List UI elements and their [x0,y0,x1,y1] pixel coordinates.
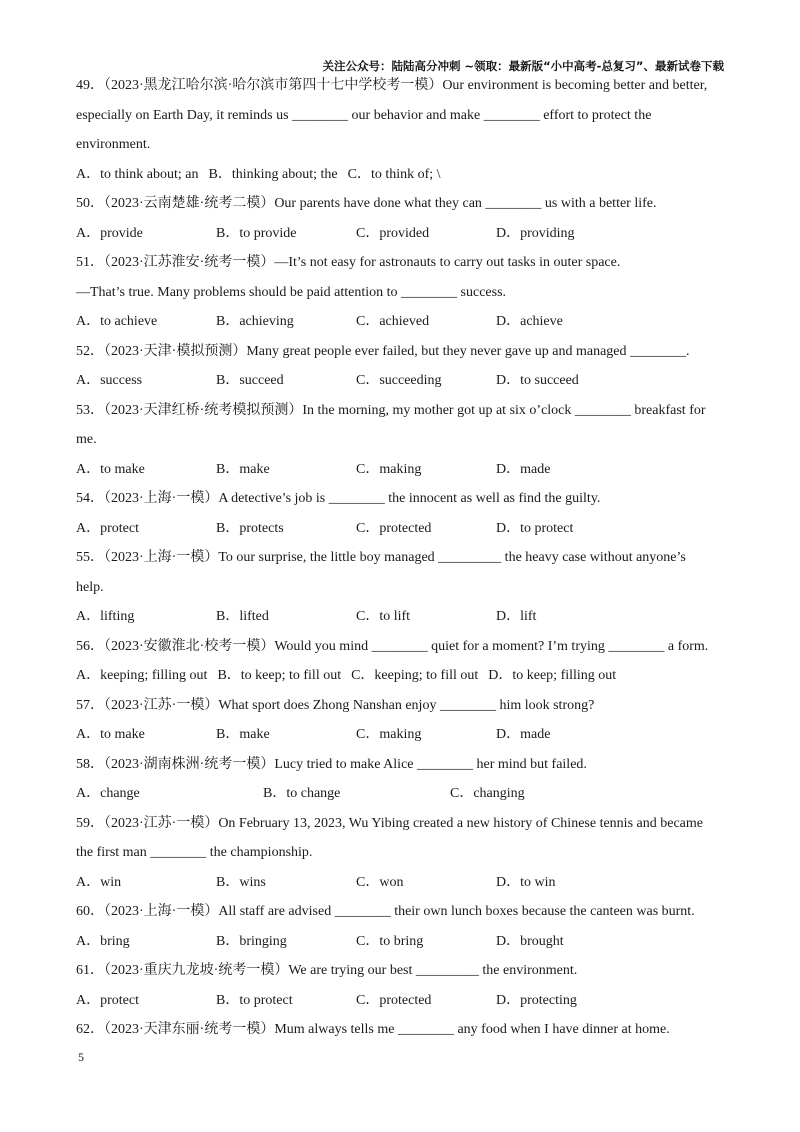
answer-option: D．to protect [496,520,574,536]
answer-option: B．to keep; to fill out [217,668,342,683]
answer-option: A．to achieve [76,314,158,329]
answer-option: B．make [216,461,270,477]
question-item [76,548,726,627]
question-item [76,961,726,1011]
answer-option: D．to keep; filling out [488,668,617,683]
question-item [76,342,726,392]
answer-option: C．to bring [356,933,424,949]
answer-option: A．protect [76,520,139,536]
question-text-line: 55．（2023·上海·一模）To our surprise, the little boy managed _________ the heavy case without anyone’s [76,550,686,565]
answer-option: A．to think about; an [76,166,199,182]
answer-option: A．change [76,786,140,801]
answer-option: B．lifted [216,609,269,624]
question-item [76,76,726,185]
question-item [76,401,726,480]
answer-option: C．succeeding [356,373,442,388]
question-text-line: 62．（2023·天津东丽·统考一模）Mum always tells me ________ any food when I have dinner at home. [76,1022,670,1037]
question-list [76,76,726,1050]
answer-options [76,519,726,539]
answer-option: A．to make [76,461,145,477]
answer-option: A．win [76,874,122,890]
answer-option: C．provided [356,225,430,241]
question-item [76,696,726,746]
answer-options [76,224,726,244]
question-text-line: 50．（2023·云南楚雄·统考二模）Our parents have done what they can ________ us with a better life. [76,196,657,211]
answer-option: D．to succeed [496,373,579,388]
answer-option: C．won [356,874,404,890]
answer-option: D．made [496,461,551,477]
answer-option: B．to protect [216,992,293,1008]
question-text-line: environment. [76,137,151,152]
answer-option: B．to change [263,786,341,801]
question-text-line: 60．（2023·上海·一模）All staff are advised ________ their own lunch boxes because the canteen was burnt. [76,904,695,919]
question-text-line: help. [76,579,104,595]
question-text-line: 59．（2023·江苏·一模）On February 13, 2023, Wu Yibing created a new history of Chinese tennis and became [76,815,703,831]
answer-option: D．brought [496,933,564,949]
answer-option: A．keeping; filling out [76,668,208,683]
question-text-line: 52．（2023·天津·模拟预测）Many great people ever failed, but they never gave up and managed ________. [76,343,690,359]
question-text-line: 51．（2023·江苏淮安·统考一模）—It’s not easy for astronauts to carry out tasks in outer space. [76,255,621,270]
answer-option: B．to provide [216,225,297,241]
answer-option: C．changing [450,786,525,801]
question-text-line: —That’s true. Many problems should be paid attention to ________ success. [76,284,507,300]
question-item [76,1020,726,1040]
answer-options [76,607,726,627]
answer-option: A．success [76,373,143,388]
answer-options [76,784,726,804]
question-text-line: 61．（2023·重庆九龙坡·统考一模）We are trying our best _________ the environment. [76,963,578,978]
question-text-line: the first man ________ the championship. [76,845,313,860]
answer-option: B．make [216,727,270,742]
question-text-line: 56．（2023·安徽淮北·校考一模）Would you mind ________ quiet for a moment? I’m trying ________ a form. [76,638,709,654]
page-number: 5 [78,1050,84,1064]
answer-option: C．making [356,727,422,742]
answer-option: A．protect [76,992,139,1008]
answer-option: A．lifting [76,609,135,624]
answer-option: C．to think of; \ [347,166,441,182]
answer-option: C．protected [356,992,432,1008]
answer-option: D．made [496,727,551,742]
answer-option: C．achieved [356,314,430,329]
answer-option: B．bringing [216,933,287,949]
question-item [76,253,726,332]
answer-options [76,991,726,1011]
answer-options [76,666,726,686]
answer-option: B．succeed [216,373,284,388]
question-item [76,755,726,805]
answer-option: D．providing [496,225,575,241]
page-header: 关注公众号：陆陆高分冲刺 ~领取：最新版“小中高考-总复习”、最新试卷下载 [322,59,724,73]
answer-option: D．achieve [496,314,563,329]
answer-option: B．thinking about; the [208,166,338,182]
answer-option: B．achieving [216,314,294,329]
answer-option: D．lift [496,609,537,624]
answer-option: A．bring [76,933,130,949]
question-text-line: 57．（2023·江苏·一模）What sport does Zhong Nanshan enjoy ________ him look strong? [76,697,595,713]
answer-option: A．provide [76,225,143,241]
answer-options [76,725,726,745]
answer-option: A．to make [76,727,145,742]
question-text-line: me. [76,432,97,447]
answer-option: B．protects [216,520,284,536]
question-text-line: 58．（2023·湖南株洲·统考一模）Lucy tried to make Alice ________ her mind but failed. [76,756,587,772]
answer-options [76,312,726,332]
answer-option: C．to lift [356,609,411,624]
answer-option: C．keeping; to fill out [351,668,479,683]
answer-options [76,460,726,480]
question-item [76,902,726,952]
question-item [76,814,726,893]
question-text-line: 54．（2023·上海·一模）A detective’s job is ________ the innocent as well as find the guilty. [76,491,601,506]
answer-option: D．to win [496,874,556,890]
answer-option: B．wins [216,874,266,890]
question-text-line: 53．（2023·天津红桥·统考模拟预测）In the morning, my mother got up at six o’clock ________ breakfast for [76,402,706,418]
answer-option: D．protecting [496,992,577,1008]
question-item [76,489,726,539]
question-text-line: 49．（2023·黑龙江哈尔滨·哈尔滨市第四十七中学校考一模）Our environment is becoming better and better, [76,78,708,93]
question-item [76,637,726,687]
answer-option: C．protected [356,520,432,536]
answer-option: C．making [356,461,422,477]
answer-options [76,165,726,185]
answer-options [76,932,726,952]
answer-options [76,873,726,893]
answer-options [76,371,726,391]
question-item [76,194,726,244]
question-text-line: especially on Earth Day, it reminds us ________ our behavior and make ________ effort to protect the [76,107,652,123]
